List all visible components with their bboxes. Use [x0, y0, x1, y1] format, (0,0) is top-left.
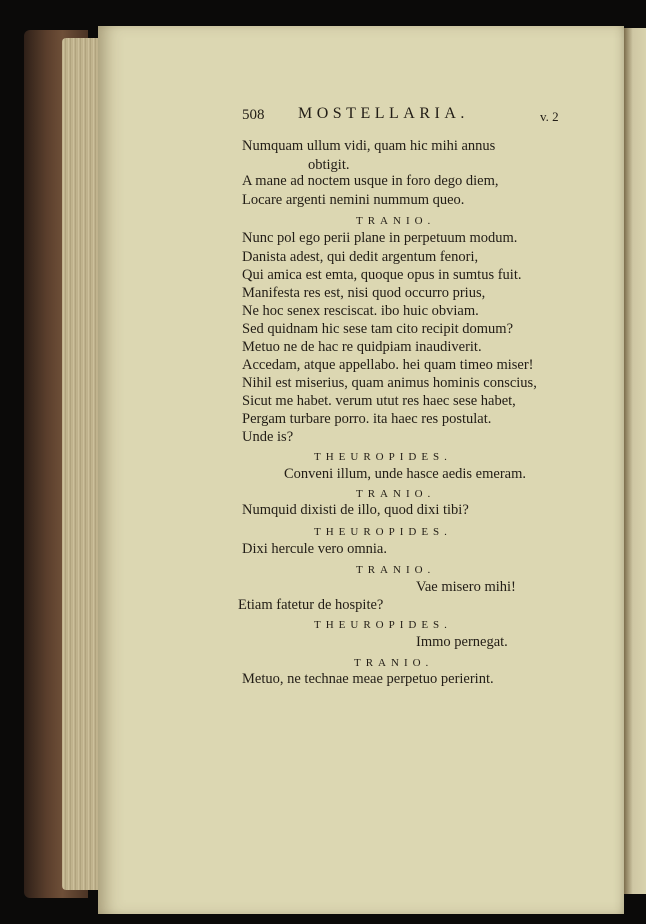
verse-line: Ne hoc senex resciscat. ibo huic obviam.	[242, 303, 479, 319]
verse-line: Nunc pol ego perii plane in perpetuum modum.	[242, 230, 518, 246]
verse-line: Manifesta res est, nisi quod occurro prius,	[242, 285, 486, 301]
verse-line: A mane ad noctem usque in foro dego diem,	[242, 173, 499, 189]
verse-line: Locare argenti nemini nummum queo.	[242, 192, 465, 208]
running-title: MOSTELLARIA.	[298, 105, 469, 122]
speaker-name: TRANIO.	[356, 564, 436, 576]
verse-line: Etiam fatetur de hospite?	[238, 597, 384, 613]
speaker-name: TRANIO.	[354, 657, 434, 669]
verse-line: Metuo, ne technae meae perpetuo perierint.	[242, 671, 494, 687]
verse-line: obtigit.	[308, 157, 350, 173]
verse-line: Dixi hercule vero omnia.	[242, 541, 387, 557]
verse-line: Accedam, atque appellabo. hei quam timeo miser!	[242, 357, 534, 373]
page-number: 508	[242, 107, 265, 123]
verse-line: Unde is?	[242, 429, 294, 445]
verse-line: Nihil est miserius, quam animus hominis conscius,	[242, 375, 537, 391]
verse-line: Metuo ne de hac re quidpiam inaudiverit.	[242, 339, 482, 355]
verse-line: Danista adest, qui dedit argentum fenori,	[242, 249, 479, 265]
verse-line: Numquam ullum vidi, quam hic mihi annus	[242, 138, 496, 154]
verse-line: Sed quidnam hic sese tam cito recipit domum?	[242, 321, 514, 337]
verse-line: Numquid dixisti de illo, quod dixi tibi?	[242, 502, 469, 518]
verse-line: Qui amica est emta, quoque opus in sumtus fuit.	[242, 267, 522, 283]
verse-line: Immo pernegat.	[416, 634, 508, 650]
verse-line: Pergam turbare porro. ita haec res postulat.	[242, 411, 492, 427]
verse-line: Conveni illum, unde hasce aedis emeram.	[284, 466, 526, 482]
speaker-name: THEUROPIDES.	[314, 451, 452, 463]
verse-line: Vae misero mihi!	[416, 579, 516, 595]
signature-mark: v. 2	[540, 109, 559, 124]
speaker-name: THEUROPIDES.	[314, 619, 452, 631]
speaker-name: THEUROPIDES.	[314, 526, 452, 538]
verse-line: Sicut me habet. verum utut res haec sese habet,	[242, 393, 516, 409]
speaker-name: TRANIO.	[356, 215, 436, 227]
speaker-name: TRANIO.	[356, 488, 436, 500]
